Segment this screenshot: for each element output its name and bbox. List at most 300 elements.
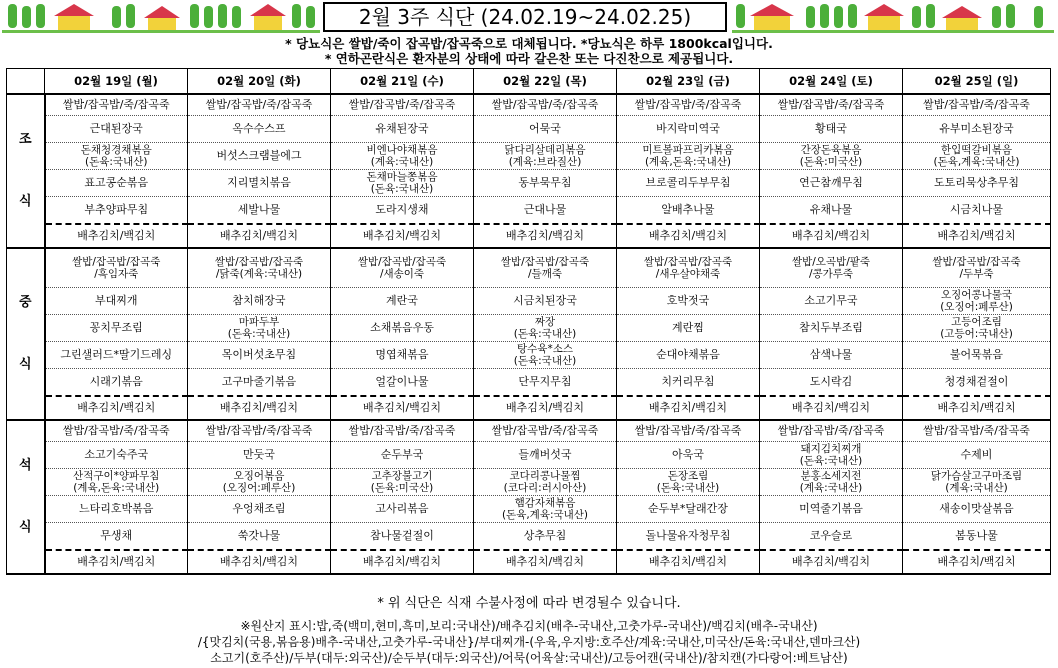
menu-item: 배추김치/백김치 — [791, 401, 871, 414]
menu-item-line: /새우살야채죽 — [655, 268, 721, 280]
menu-row — [7, 94, 1051, 116]
menu-cell — [45, 288, 188, 315]
menu-cell — [903, 496, 1051, 523]
menu-item: 유채나물 — [809, 203, 853, 216]
menu-item-line: (돈육:국내산) — [227, 328, 291, 340]
menu-cell — [474, 116, 617, 143]
menu-item-line: (오징어:페루산) — [940, 301, 1013, 313]
menu-item: 버섯스크램블에그 — [216, 149, 302, 162]
menu-item: 명엽채볶음 — [375, 348, 429, 361]
menu-cell — [331, 523, 474, 551]
menu-cell — [45, 496, 188, 523]
menu-row — [7, 143, 1051, 170]
menu-item: 꽁치무조림 — [89, 321, 143, 334]
menu-cell — [474, 523, 617, 551]
menu-item: 쌀밥/잡곡밥/죽/잡곡죽 — [491, 424, 599, 437]
menu-cell — [760, 288, 903, 315]
menu-item: 상추무침 — [523, 529, 567, 542]
menu-item: 어묵국 — [529, 122, 561, 135]
menu-item-line: 마파두부 — [238, 316, 280, 328]
menu-cell — [45, 442, 188, 469]
menu-item: 부대찌개 — [94, 294, 138, 307]
menu-item: 쌀밥/잡곡밥/죽/잡곡죽 — [205, 424, 313, 437]
village-decoration-left — [2, 2, 320, 34]
menu-cell — [903, 442, 1051, 469]
menu-cell — [760, 442, 903, 469]
menu-row — [7, 248, 1051, 288]
menu-item-line: (돈육:국내산) — [799, 455, 863, 467]
day-header: 02월 23일 (금) — [617, 69, 760, 95]
menu-row — [7, 496, 1051, 523]
menu-cell — [474, 469, 617, 496]
menu-cell — [474, 396, 617, 420]
menu-item: 쌀밥/잡곡밥/죽/잡곡죽 — [777, 424, 885, 437]
menu-item: 지리멸치볶음 — [227, 176, 291, 189]
menu-cell — [331, 170, 474, 197]
menu-item: 근대된장국 — [89, 122, 143, 135]
menu-row — [7, 170, 1051, 197]
menu-item: 쑥갓나물 — [237, 529, 281, 542]
menu-cell — [617, 550, 760, 574]
menu-item-line: 돈채마늘쫑볶음 — [366, 171, 438, 183]
menu-item-line: (돈육:국내산) — [513, 328, 577, 340]
menu-cell — [474, 197, 617, 225]
menu-item: 쌀밥/잡곡밥/죽/잡곡죽 — [923, 98, 1030, 111]
menu-item-line: 비엔나야채볶음 — [366, 144, 438, 156]
menu-cell — [617, 442, 760, 469]
menu-item-line: 오징어볶음 — [233, 470, 285, 482]
menu-item: 도라지생채 — [375, 203, 429, 216]
menu-cell — [474, 420, 617, 442]
day-header: 02월 25일 (일) — [903, 69, 1051, 95]
meal-label — [7, 94, 45, 248]
menu-item: 옥수수스프 — [232, 122, 286, 135]
meal-label-bottom: 식 — [18, 194, 32, 209]
menu-item: 봄동나물 — [955, 529, 998, 542]
menu-cell — [45, 170, 188, 197]
menu-item: 배추김치/백김치 — [937, 555, 1016, 568]
menu-item-line: (돈육:국내산) — [656, 482, 720, 494]
menu-cell — [903, 469, 1051, 496]
menu-cell — [760, 197, 903, 225]
menu-cell — [331, 342, 474, 369]
menu-item: 쌀밥/잡곡밥/죽/잡곡죽 — [62, 424, 170, 437]
day-header: 02월 22일 (목) — [474, 69, 617, 95]
menu-cell — [617, 396, 760, 420]
menu-item: 부추양파무침 — [84, 203, 149, 216]
menu-cell — [188, 143, 331, 170]
menu-item-line: 탕수육*소스 — [517, 343, 573, 355]
menu-cell — [188, 496, 331, 523]
menu-item-line: (계육:브라질산) — [508, 156, 582, 168]
origin-info — [0, 618, 1058, 666]
menu-item-line: 돈장조림 — [667, 470, 709, 482]
menu-cell — [903, 342, 1051, 369]
menu-item: 쌀밥/잡곡밥/죽/잡곡죽 — [777, 98, 885, 111]
menu-item: 참나물겉절이 — [370, 529, 434, 542]
menu-cell — [903, 170, 1051, 197]
menu-cell — [45, 396, 188, 420]
menu-item-line: 간장돈육볶음 — [800, 144, 862, 156]
menu-item-line: (고등어:국내산) — [940, 328, 1013, 340]
menu-cell — [45, 224, 188, 248]
menu-table — [6, 68, 1051, 575]
menu-item: 동부묵무침 — [518, 176, 572, 189]
menu-item: 소채볶음우동 — [370, 321, 434, 334]
menu-cell — [903, 197, 1051, 225]
menu-item-line: 쌀밥/오곡밥/팥죽 — [791, 256, 871, 268]
menu-item: 근대나물 — [523, 203, 567, 216]
menu-item-line: 닭가슴살고구마조림 — [930, 470, 1023, 482]
menu-body — [7, 94, 1051, 574]
menu-cell — [760, 396, 903, 420]
meal-label-bottom: 식 — [18, 357, 32, 372]
menu-item: 배추김치/백김치 — [937, 401, 1016, 414]
menu-row — [7, 224, 1051, 248]
menu-item: 시금치된장국 — [513, 294, 577, 307]
menu-cell — [45, 143, 188, 170]
menu-cell — [331, 224, 474, 248]
menu-cell — [903, 396, 1051, 420]
menu-cell — [760, 143, 903, 170]
menu-cell — [188, 342, 331, 369]
menu-cell — [617, 469, 760, 496]
menu-cell — [188, 315, 331, 342]
menu-cell — [903, 224, 1051, 248]
menu-item-line: (계육:국내산) — [370, 156, 434, 168]
menu-cell — [188, 170, 331, 197]
menu-cell — [474, 170, 617, 197]
menu-cell — [903, 523, 1051, 551]
menu-cell — [617, 116, 760, 143]
menu-row — [7, 420, 1051, 442]
page-title: 2월 3주 식단 (24.02.19~24.02.25) — [323, 2, 727, 32]
menu-item: 순두부*달래간장 — [648, 502, 728, 515]
menu-item: 우엉채조림 — [232, 502, 286, 515]
menu-row — [7, 288, 1051, 315]
menu-item: 배추김치/백김치 — [362, 401, 442, 414]
menu-item-line: 미트볼파프리카볶음 — [642, 144, 734, 156]
menu-cell — [45, 550, 188, 574]
menu-cell — [760, 496, 903, 523]
menu-cell — [903, 550, 1051, 574]
menu-item: 돌나물유자청무침 — [645, 529, 731, 542]
menu-row — [7, 469, 1051, 496]
menu-item-line: /콩가루죽 — [808, 268, 854, 280]
menu-item: 쌀밥/잡곡밥/죽/잡곡죽 — [348, 98, 456, 111]
village-decoration-right — [732, 2, 1054, 34]
menu-item: 쌀밥/잡곡밥/죽/잡곡죽 — [348, 424, 456, 437]
menu-cell — [331, 469, 474, 496]
menu-cell — [474, 288, 617, 315]
menu-item: 배추김치/백김치 — [219, 229, 299, 242]
menu-item: 순두부국 — [380, 448, 424, 461]
menu-cell — [188, 523, 331, 551]
menu-cell — [331, 550, 474, 574]
menu-cell — [760, 420, 903, 442]
menu-item-line: (돈육,계육:국내산) — [501, 509, 589, 521]
menu-cell — [617, 420, 760, 442]
menu-row — [7, 342, 1051, 369]
menu-cell — [617, 197, 760, 225]
menu-cell — [331, 94, 474, 116]
menu-cell — [474, 143, 617, 170]
menu-item: 그린샐러드*딸기드레싱 — [60, 348, 173, 361]
menu-cell — [331, 396, 474, 420]
menu-item: 배추김치/백김치 — [362, 229, 442, 242]
menu-item-line: (돈육:국내산) — [370, 183, 434, 195]
meal-label — [7, 248, 45, 420]
menu-item: 새송이맛살볶음 — [939, 502, 1014, 515]
menu-item: 수제비 — [960, 448, 993, 461]
menu-item: 배추김치/백김치 — [505, 401, 585, 414]
menu-item-line: (오징어:페루산) — [222, 482, 296, 494]
menu-cell — [617, 342, 760, 369]
menu-item-line: 짜장 — [534, 316, 556, 328]
menu-item-line: 쌀밥/잡곡밥/잡곡죽 — [500, 256, 590, 268]
menu-item: 순대야채볶음 — [656, 348, 720, 361]
menu-item: 알배추나물 — [661, 203, 715, 216]
menu-item: 쌀밥/잡곡밥/죽/잡곡죽 — [491, 98, 599, 111]
menu-item: 유채된장국 — [375, 122, 429, 135]
meal-label-bottom: 식 — [18, 520, 32, 535]
menu-item: 배추김치/백김치 — [648, 401, 728, 414]
menu-item: 시래기볶음 — [89, 375, 143, 388]
menu-item: 참치해장국 — [232, 294, 286, 307]
menu-cell — [331, 197, 474, 225]
menu-item: 황태국 — [815, 122, 847, 135]
menu-item: 소고기무국 — [804, 294, 858, 307]
menu-item-line: 쌀밥/잡곡밥/잡곡죽 — [72, 256, 161, 268]
menu-item: 쌀밥/잡곡밥/죽/잡곡죽 — [62, 98, 170, 111]
menu-cell — [760, 315, 903, 342]
menu-item: 코우슬로 — [809, 529, 853, 542]
meal-label-top: 석 — [18, 458, 32, 473]
menu-item: 호박젓국 — [666, 294, 710, 307]
origin-line: ※원산지 표시:밥,죽(백미,현미,흑미,보리:국내산)/배추김치(배추-국내산,고춧가루-국내산)/백김치(배추-국내산) — [240, 619, 818, 633]
menu-row — [7, 315, 1051, 342]
menu-item: 고구마줄기볶음 — [221, 375, 297, 388]
menu-cell — [45, 369, 188, 397]
day-header: 02월 20일 (화) — [188, 69, 331, 95]
menu-item: 고사리볶음 — [375, 502, 429, 515]
menu-cell — [188, 94, 331, 116]
menu-item: 치커리무침 — [661, 375, 715, 388]
menu-cell — [331, 143, 474, 170]
change-notice: * 위 식단은 식재 수불사정에 따라 변경될수 있습니다. — [377, 596, 681, 611]
menu-item-line: (계육:국내산) — [799, 482, 863, 494]
menu-cell — [617, 143, 760, 170]
menu-item: 배추김치/백김치 — [77, 555, 156, 568]
menu-item-line: 코다리콩나물찜 — [509, 470, 581, 482]
menu-item: 표고콩순볶음 — [84, 176, 149, 189]
menu-cell — [331, 420, 474, 442]
menu-cell — [331, 288, 474, 315]
menu-item: 배추김치/백김치 — [505, 229, 585, 242]
menu-item: 배추김치/백김치 — [937, 229, 1016, 242]
menu-item: 쌀밥/잡곡밥/죽/잡곡죽 — [634, 424, 742, 437]
menu-item: 계란찜 — [672, 321, 704, 334]
menu-item: 계란국 — [386, 294, 418, 307]
menu-item: 시금치나물 — [949, 203, 1004, 216]
day-header: 02월 19일 (월) — [45, 69, 188, 95]
menu-item-line: 닭다리살데리볶음 — [504, 144, 586, 156]
menu-item: 연근참깨무침 — [799, 176, 863, 189]
menu-item: 청경채겉절이 — [944, 375, 1009, 388]
menu-item-line: (돈육,계육:국내산) — [933, 156, 1020, 168]
menu-item: 단무지무침 — [518, 375, 572, 388]
menu-cell — [45, 469, 188, 496]
menu-item: 배추김치/백김치 — [648, 229, 728, 242]
menu-item-line: (돈육:국내산) — [85, 156, 148, 168]
menu-item: 목이버섯초무침 — [221, 348, 297, 361]
menu-item: 들깨버섯국 — [518, 448, 572, 461]
menu-cell — [474, 248, 617, 288]
menu-cell — [617, 315, 760, 342]
menu-item: 얼갈이나물 — [375, 375, 429, 388]
menu-cell — [331, 496, 474, 523]
menu-item-line: /닭죽(계육:국내산) — [215, 268, 303, 280]
menu-cell — [188, 469, 331, 496]
menu-row — [7, 523, 1051, 551]
menu-cell — [331, 442, 474, 469]
menu-cell — [617, 369, 760, 397]
table-header-row — [7, 69, 1051, 95]
menu-item: 브로콜리두부무침 — [645, 176, 731, 189]
menu-item: 배추김치/백김치 — [219, 555, 299, 568]
menu-cell — [331, 369, 474, 397]
menu-item-line: 쌀밥/잡곡밥/잡곡죽 — [214, 256, 304, 268]
menu-item: 배추김치/백김치 — [791, 555, 871, 568]
day-header: 02월 24일 (토) — [760, 69, 903, 95]
menu-item: 소고기숙주국 — [84, 448, 149, 461]
menu-item-line: 오징어콩나물국 — [940, 289, 1012, 301]
menu-item-line: 한입떡갈비볶음 — [940, 144, 1012, 156]
menu-cell — [331, 315, 474, 342]
menu-cell — [760, 523, 903, 551]
corner-cell — [7, 69, 45, 95]
menu-item: 쌀밥/잡곡밥/죽/잡곡죽 — [205, 98, 313, 111]
menu-row — [7, 197, 1051, 225]
menu-item: 만둣국 — [243, 448, 275, 461]
menu-cell — [617, 248, 760, 288]
menu-cell — [188, 420, 331, 442]
menu-cell — [474, 369, 617, 397]
menu-cell — [474, 342, 617, 369]
menu-item: 아욱국 — [672, 448, 704, 461]
menu-row — [7, 116, 1051, 143]
menu-cell — [188, 224, 331, 248]
menu-cell — [903, 143, 1051, 170]
menu-cell — [45, 197, 188, 225]
menu-item-line: 고추장불고기 — [371, 470, 433, 482]
menu-cell — [617, 224, 760, 248]
menu-item-line: (돈육:미국산) — [370, 482, 434, 494]
menu-cell — [903, 94, 1051, 116]
menu-row — [7, 442, 1051, 469]
menu-item: 세발나물 — [237, 203, 281, 216]
menu-item-line: (돈육:미국산) — [799, 156, 863, 168]
menu-item: 쌀밥/잡곡밥/죽/잡곡죽 — [634, 98, 742, 111]
menu-item: 유부미소된장국 — [939, 122, 1014, 135]
menu-cell — [760, 469, 903, 496]
menu-item-line: 돼지김치찌개 — [800, 443, 862, 455]
menu-cell — [188, 369, 331, 397]
menu-cell — [617, 496, 760, 523]
menu-item-line: /두부죽 — [959, 268, 994, 280]
menu-cell — [617, 523, 760, 551]
menu-cell — [45, 94, 188, 116]
menu-cell — [188, 442, 331, 469]
menu-cell — [760, 116, 903, 143]
note-diabetic: * 당뇨식은 쌀밥/죽이 잡곡밥/잡곡죽으로 대체됩니다. *당뇨식은 하루 1800kcal입니다. — [285, 36, 773, 51]
menu-item-line: 쌀밥/잡곡밥/잡곡죽 — [357, 256, 447, 268]
menu-item-line: 분홍소세지전 — [800, 470, 862, 482]
menu-cell — [331, 116, 474, 143]
menu-cell — [188, 396, 331, 420]
menu-item: 배추김치/백김치 — [505, 555, 585, 568]
menu-item: 도토리묵상추무침 — [933, 176, 1019, 189]
menu-cell — [45, 248, 188, 288]
menu-cell — [474, 550, 617, 574]
menu-cell — [760, 550, 903, 574]
menu-cell — [903, 369, 1051, 397]
menu-item-line: 고등어조림 — [951, 316, 1002, 328]
menu-row — [7, 369, 1051, 397]
menu-item-line: 산적구이*양파무침 — [73, 470, 160, 482]
menu-cell — [903, 288, 1051, 315]
menu-cell — [760, 248, 903, 288]
menu-item: 배추김치/백김치 — [648, 555, 728, 568]
menu-item: 미역줄기볶음 — [799, 502, 863, 515]
menu-item: 무생채 — [100, 529, 133, 542]
menu-item: 쌀밥/잡곡밥/죽/잡곡죽 — [923, 424, 1030, 437]
meal-label-top: 중 — [18, 295, 32, 310]
menu-cell — [903, 116, 1051, 143]
notes — [0, 36, 1058, 66]
menu-cell — [45, 420, 188, 442]
note-dysphagia: * 연하곤란식은 환자분의 상태에 따라 갈은찬 또는 다진찬으로 제공됩니다. — [324, 51, 734, 66]
menu-item: 느타리호박볶음 — [79, 502, 154, 515]
menu-item-line: 돈채청경채볶음 — [80, 144, 152, 156]
menu-item-line: /흑임자죽 — [94, 268, 139, 280]
menu-item: 배추김치/백김치 — [219, 401, 299, 414]
meal-label — [7, 420, 45, 574]
menu-row — [7, 550, 1051, 574]
menu-cell — [760, 224, 903, 248]
menu-cell — [474, 224, 617, 248]
menu-cell — [760, 170, 903, 197]
menu-cell — [617, 94, 760, 116]
menu-cell — [474, 496, 617, 523]
menu-item: 배추김치/백김치 — [77, 229, 156, 242]
menu-item-line: 쌀밥/잡곡밥/잡곡죽 — [932, 256, 1021, 268]
day-header: 02월 21일 (수) — [331, 69, 474, 95]
menu-cell — [45, 116, 188, 143]
menu-cell — [45, 315, 188, 342]
menu-item-line: (돈육:국내산) — [513, 355, 577, 367]
menu-item-line: (계육:국내산) — [945, 482, 1008, 494]
menu-cell — [760, 369, 903, 397]
origin-line: 소고기(호주산)/두부(대두:외국산)/순두부(대두:외국산)/어묵(어육살:국내산)/고등어캔(국내산)/참치캔(가다랑어:베트남산) — [210, 651, 848, 665]
menu-item: 참치두부조림 — [799, 321, 863, 334]
menu-cell — [474, 94, 617, 116]
menu-cell — [760, 342, 903, 369]
menu-item-line: /들깨죽 — [528, 268, 562, 280]
header — [0, 0, 1058, 36]
menu-cell — [188, 550, 331, 574]
menu-item-line: 쌀밥/잡곡밥/잡곡죽 — [643, 256, 733, 268]
